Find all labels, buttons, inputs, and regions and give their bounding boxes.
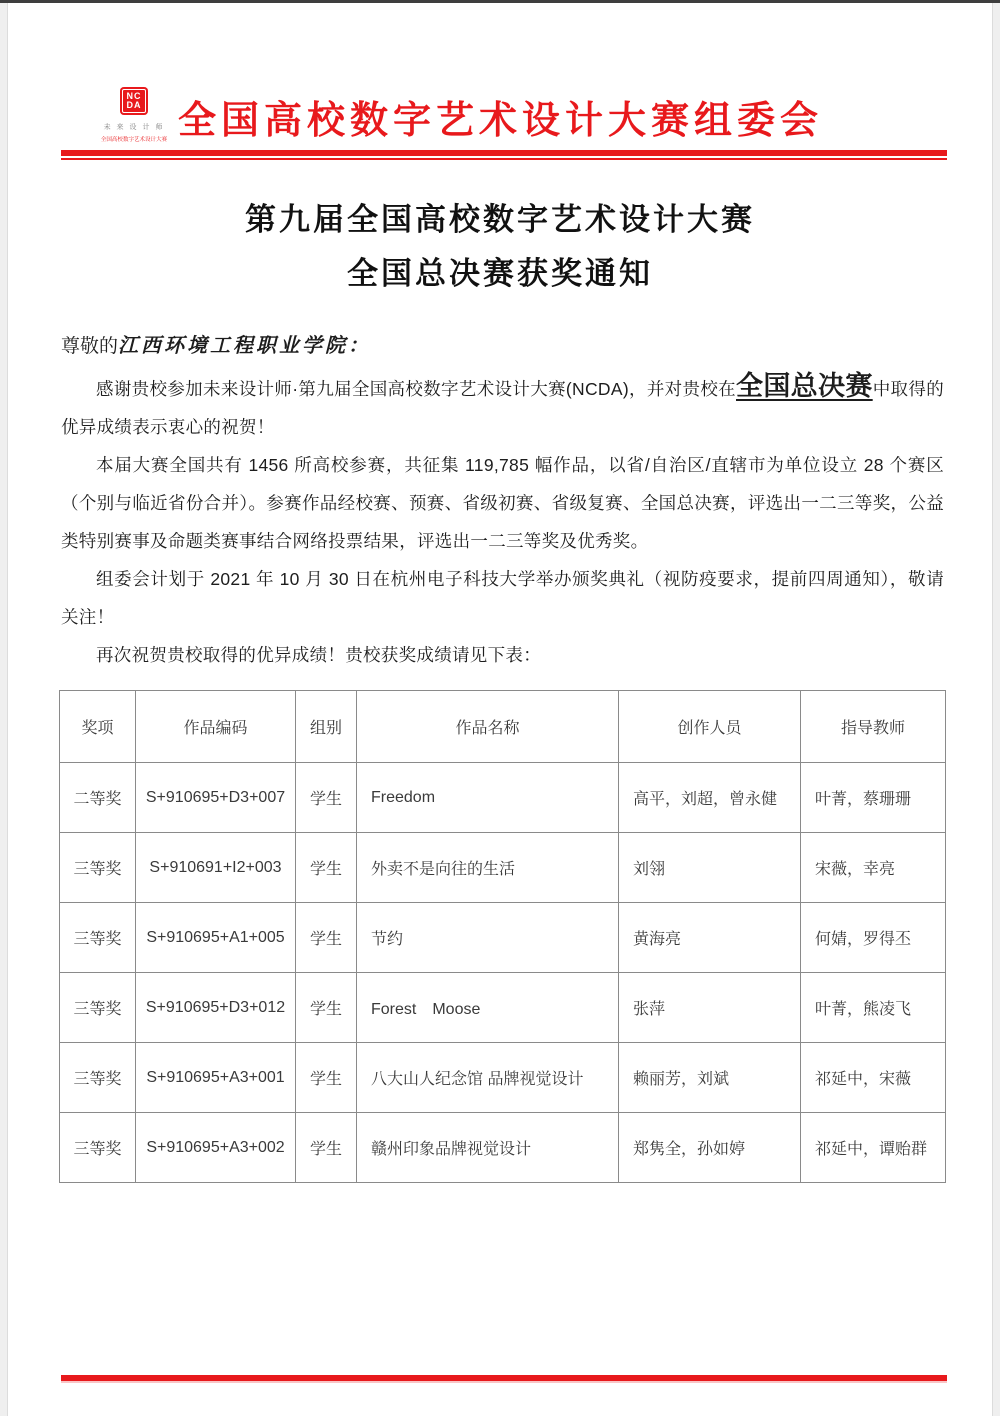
logo-subtitle: 全国高校数字艺术设计大赛 bbox=[100, 137, 168, 143]
awards-table-cell: 赣州印象品牌视觉设计 bbox=[357, 1113, 619, 1183]
organization-title: 全国高校数字艺术设计大赛组委会 bbox=[178, 100, 824, 142]
awards-table-body bbox=[60, 763, 946, 1183]
awards-table-header-cell: 创作人员 bbox=[619, 691, 801, 763]
awards-table-cell: 三等奖 bbox=[60, 833, 136, 903]
awards-table-header-cell: 作品名称 bbox=[357, 691, 619, 763]
awards-table-cell: Forest Moose bbox=[357, 973, 619, 1043]
awards-table-cell: S+910695+A1+005 bbox=[136, 903, 296, 973]
letterhead bbox=[8, 3, 992, 161]
awards-table-head bbox=[60, 691, 946, 763]
awards-table-header-cell: 奖项 bbox=[60, 691, 136, 763]
awards-table-cell: S+910695+A3+001 bbox=[136, 1043, 296, 1113]
awards-table-cell: 三等奖 bbox=[60, 1043, 136, 1113]
paragraph-table-intro: 再次祝贺贵校取得的优异成绩！贵校获奖成绩请见下表： bbox=[96, 645, 541, 665]
awards-table-cell: S+910695+D3+012 bbox=[136, 973, 296, 1043]
awards-table-cell: 学生 bbox=[296, 973, 357, 1043]
awards-table-header-cell: 作品编码 bbox=[136, 691, 296, 763]
awards-table-cell: 叶菁，蔡珊珊 bbox=[801, 763, 946, 833]
awards-table-cell: 叶菁，熊凌飞 bbox=[801, 973, 946, 1043]
awards-table-row bbox=[60, 1113, 946, 1183]
awards-table-cell: 赖丽芳，刘斌 bbox=[619, 1043, 801, 1113]
awards-table-cell: 学生 bbox=[296, 833, 357, 903]
awards-table-cell: 郑隽全，孙如婷 bbox=[619, 1113, 801, 1183]
awards-table-cell: S+910695+A3+002 bbox=[136, 1113, 296, 1183]
document-title bbox=[8, 193, 992, 301]
awards-table-cell: 张萍 bbox=[619, 973, 801, 1043]
letterhead-rule-thin bbox=[61, 158, 947, 160]
document-title-line2: 全国总决赛获奖通知 bbox=[347, 256, 653, 291]
document-title-line1: 第九届全国高校数字艺术设计大赛 bbox=[245, 202, 755, 237]
ncda-logo bbox=[94, 87, 174, 143]
awards-table-row bbox=[60, 973, 946, 1043]
salutation bbox=[61, 329, 942, 358]
awards-table-cell: 何婧，罗得丕 bbox=[801, 903, 946, 973]
paragraph-congrats-before: 感谢贵校参加未来设计师·第九届全国高校数字艺术设计大赛(NCDA)，并对贵校在 bbox=[96, 379, 736, 399]
letterhead-rule bbox=[61, 150, 947, 160]
salutation-prefix: 尊敬的 bbox=[61, 336, 119, 357]
awards-table-cell: S+910691+I2+003 bbox=[136, 833, 296, 903]
seal-letters-top: NC bbox=[126, 91, 142, 101]
awards-table-cell: 刘翎 bbox=[619, 833, 801, 903]
awards-table-cell: 三等奖 bbox=[60, 1113, 136, 1183]
awards-table-cell: 祁延中，宋薇 bbox=[801, 1043, 946, 1113]
awards-table-cell: 祁延中，谭贻群 bbox=[801, 1113, 946, 1183]
awards-table-row bbox=[60, 1043, 946, 1113]
document-page bbox=[7, 3, 993, 1416]
awards-table-cell: 节约 bbox=[357, 903, 619, 973]
awards-table-row bbox=[60, 763, 946, 833]
awards-table-cell: 学生 bbox=[296, 763, 357, 833]
paragraph-congrats-after: 中取得的优异成绩表示衷心的祝贺！ bbox=[61, 379, 944, 437]
awards-table-cell: 学生 bbox=[296, 1113, 357, 1183]
awards-table-row bbox=[60, 833, 946, 903]
awards-table-cell: 二等奖 bbox=[60, 763, 136, 833]
awards-table-header-row bbox=[60, 691, 946, 763]
awards-table-cell: 宋薇，幸亮 bbox=[801, 833, 946, 903]
awards-table-row bbox=[60, 903, 946, 973]
awards-table-cell: 黄海亮 bbox=[619, 903, 801, 973]
paragraph-congrats bbox=[61, 370, 944, 446]
paragraph-ceremony: 组委会计划于 2021 年 10 月 30 日在杭州电子科技大学举办颁奖典礼（视防疫要求，提前四周通知），敬请关注！ bbox=[61, 569, 944, 627]
awards-table bbox=[59, 690, 946, 1183]
awards-table-header-cell: 组别 bbox=[296, 691, 357, 763]
national-finals-emphasis: 全国总决赛 bbox=[736, 371, 873, 401]
awards-table-cell: 三等奖 bbox=[60, 973, 136, 1043]
awards-table-cell: 八大山人纪念馆 品牌视觉设计 bbox=[357, 1043, 619, 1113]
awards-table-cell: 学生 bbox=[296, 903, 357, 973]
seal-letters-bottom: DA bbox=[126, 100, 142, 110]
awards-table-cell: 外卖不是向往的生活 bbox=[357, 833, 619, 903]
awards-table-cell: 三等奖 bbox=[60, 903, 136, 973]
footer-rule bbox=[61, 1375, 947, 1381]
logo-tagline: 未 来 设 计 师 bbox=[103, 124, 165, 131]
awards-table-cell: 学生 bbox=[296, 1043, 357, 1113]
letterhead-rule-thick bbox=[61, 150, 947, 156]
awards-table-header-cell: 指导教师 bbox=[801, 691, 946, 763]
ncda-seal-icon bbox=[120, 87, 148, 115]
paragraph-stats: 本届大赛全国共有 1456 所高校参赛，共征集 119,785 幅作品，以省/自治区/直辖市为单位设立 28 个赛区（个别与临近省份合并）。参赛作品经校赛、预赛、省级初赛、省级复赛、全国总决赛，评选出一二三等奖，公益类特别赛事及命题类赛事结合网络投票结果，评选出一二三等奖及优秀奖。 bbox=[61, 455, 944, 551]
awards-table-cell: 高平，刘超，曾永健 bbox=[619, 763, 801, 833]
school-name: 江西环境工程职业学院： bbox=[118, 335, 372, 357]
awards-table-cell: S+910695+D3+007 bbox=[136, 763, 296, 833]
awards-table-cell: Freedom bbox=[357, 763, 619, 833]
